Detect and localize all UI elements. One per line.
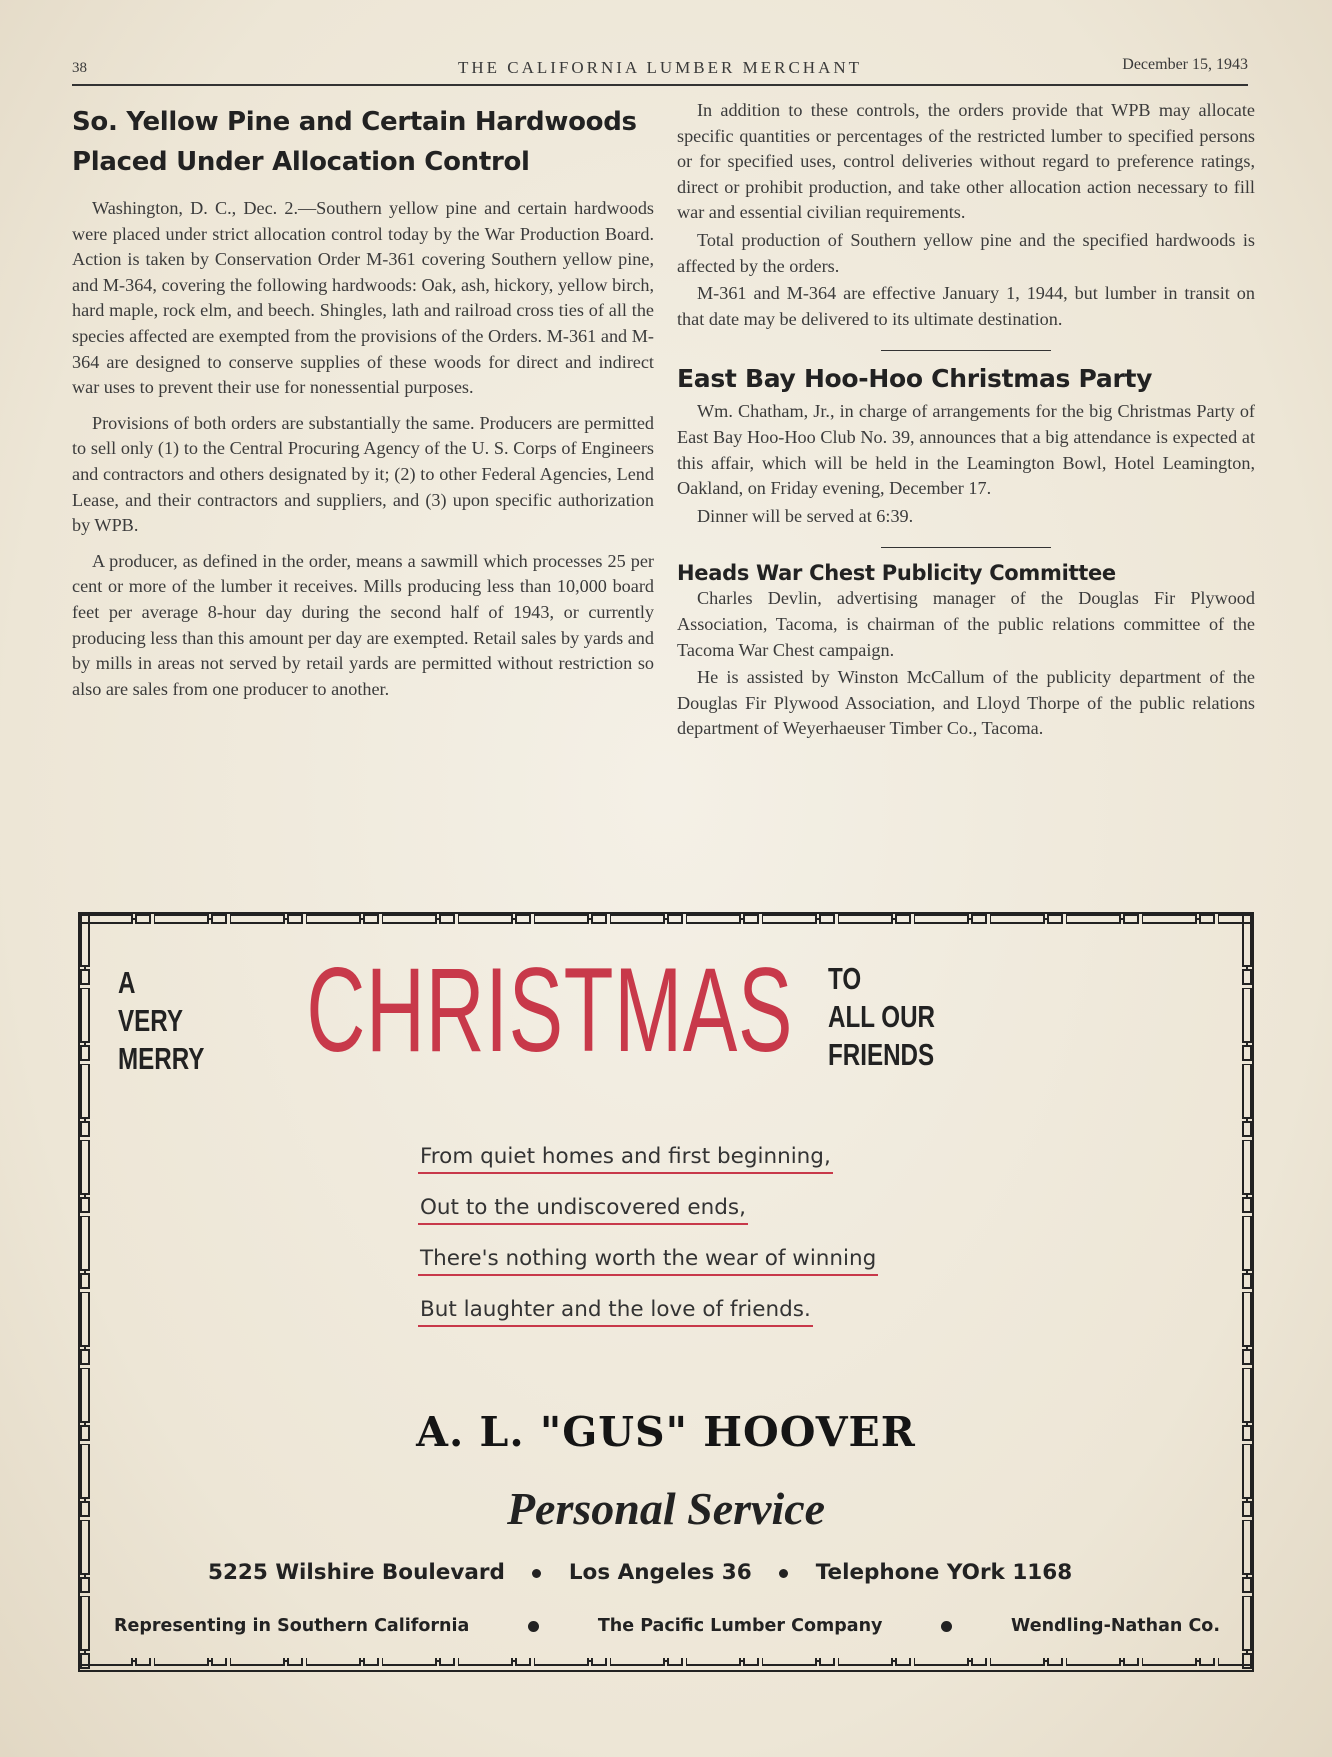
represented-company: The Pacific Lumber Company xyxy=(597,1616,883,1636)
poem-line: There's nothing worth the wear of winning xyxy=(418,1246,878,1276)
christmas-headline: CHRISTMAS xyxy=(306,943,794,1077)
headline-line: So. Yellow Pine and Certain Hardwoods xyxy=(72,107,637,137)
poem xyxy=(418,1144,878,1348)
bullet-icon xyxy=(779,1569,788,1578)
header-rule xyxy=(72,84,1248,86)
page-header xyxy=(72,54,1248,80)
article-paragraph: In addition to these controls, the orders provide that WPB may allocate specific quantities or percentages of the restricted lumber to specified persons or for specified uses, control deliveries without regard to preference ratings, direct or prohibit production, and take other allocation action necessary to fill war and essential civilian requirements. xyxy=(677,100,1255,223)
article-headline: East Bay Hoo-Hoo Christmas Party xyxy=(677,364,1153,394)
article-paragraph: Total production of Southern yellow pine and the specified hardwoods is affected by the orders. xyxy=(677,229,1255,276)
headline-line: Placed Under Allocation Control xyxy=(72,147,530,177)
greeting-word: ALL OUR xyxy=(828,999,936,1034)
city: Los Angeles 36 xyxy=(568,1560,752,1585)
article-paragraph: Provisions of both orders are substantially the same. Producers are permitted to sell only (1) to the Central Procuring Agency of the U. S. Corps of Engineers and contractors and others designated by it; (2) to other Federal Agencies, Lend Lease, and their contractors and suppliers, and (3) upon specific authorization by WPB. xyxy=(72,412,654,536)
representing-label: Representing in Southern California xyxy=(114,1616,470,1636)
greeting-lead xyxy=(118,964,204,1078)
street-address: 5225 Wilshire Boulevard xyxy=(208,1560,505,1585)
poem-line: Out to the undiscovered ends, xyxy=(418,1195,748,1225)
right-column xyxy=(677,98,1255,744)
poem-line: From quiet homes and first beginning, xyxy=(418,1144,833,1174)
represented-company: Wendling-Nathan Co. xyxy=(1011,1616,1220,1636)
contact-line xyxy=(208,1560,1072,1585)
article-paragraph: Washington, D. C., Dec. 2.—Southern yellow pine and certain hardwoods were placed under strict allocation control today by the War Production Board. Action is taken by Conservation Order M-361 covering Southern yellow pine, and M-364, covering the following hardwoods: Oak, ash, hickory, yellow birch, hard maple, rock elm, and beech. Shingles, lath and railroad cross ties of all the species affected are exempted from the provisions of the Orders. M-361 and M-364 are designed to conserve supplies of these woods for direct and indirect war uses to prevent their use for nonessential purposes. xyxy=(72,198,654,398)
bullet-icon xyxy=(532,1569,541,1578)
article-headline: Heads War Chest Publicity Committee xyxy=(677,561,1116,586)
bullet-icon xyxy=(528,1621,539,1632)
issue-date: December 15, 1943 xyxy=(1122,56,1248,73)
article-paragraph: Dinner will be served at 6:39. xyxy=(697,505,914,526)
section-divider xyxy=(881,547,1051,548)
greeting-word: TO xyxy=(828,961,862,996)
bullet-icon xyxy=(941,1621,952,1632)
poem-line: But laughter and the love of friends. xyxy=(418,1297,813,1327)
article-paragraph: M-361 and M-364 are effective January 1, 1944, but lumber in transit on that date may be delivered to its ultimate destination. xyxy=(677,283,1255,329)
article-paragraph: He is assisted by Winston McCallum of the publicity department of the Douglas Fir Plywood Association, and Lloyd Thorpe of the public relations department of Weyerhaeuser Timber Co., Tacoma. xyxy=(677,667,1255,739)
greeting-word: A xyxy=(118,965,136,1000)
article-paragraph: Charles Devlin, advertising manager of the Douglas Fir Plywood Association, Tacoma, is chairman of the public relations committee of the Tacoma War Chest campaign. xyxy=(677,588,1255,660)
left-column xyxy=(72,98,654,712)
advertiser-tagline: Personal Service xyxy=(506,1483,826,1534)
article-headline xyxy=(72,102,654,182)
greeting-word: MERRY xyxy=(118,1041,205,1076)
page-number: 38 xyxy=(72,60,87,76)
greeting-word: VERY xyxy=(118,1003,183,1038)
article-paragraph: Wm. Chatham, Jr., in charge of arrangements for the big Christmas Party of East Bay Hoo-Hoo Club No. 39, announces that a big attendance is expected at this affair, which will be held in the Leamington Bowl, Hotel Leamington, Oakland, on Friday evening, December 17. xyxy=(677,401,1255,499)
publication-title: THE CALIFORNIA LUMBER MERCHANT xyxy=(457,58,863,77)
greeting-trail xyxy=(828,960,935,1074)
greeting-word: FRIENDS xyxy=(828,1037,935,1072)
article-paragraph: A producer, as defined in the order, means a sawmill which processes 25 per cent or more of the lumber it receives. Mills producing less than 10,000 board feet per average 8-hour day during the second half of 1943, or currently producing less than this amount per day are exempted. Retail sales by yards and by mills in areas not served by retail yards are permitted without restriction so also are sales from one producer to another. xyxy=(72,550,654,699)
representing-line xyxy=(114,1616,1220,1636)
christmas-advertisement xyxy=(78,912,1254,1672)
advertiser-name: A. L. "GUS" HOOVER xyxy=(416,1408,916,1456)
section-divider xyxy=(881,350,1051,351)
telephone: Telephone YOrk 1168 xyxy=(815,1560,1073,1585)
